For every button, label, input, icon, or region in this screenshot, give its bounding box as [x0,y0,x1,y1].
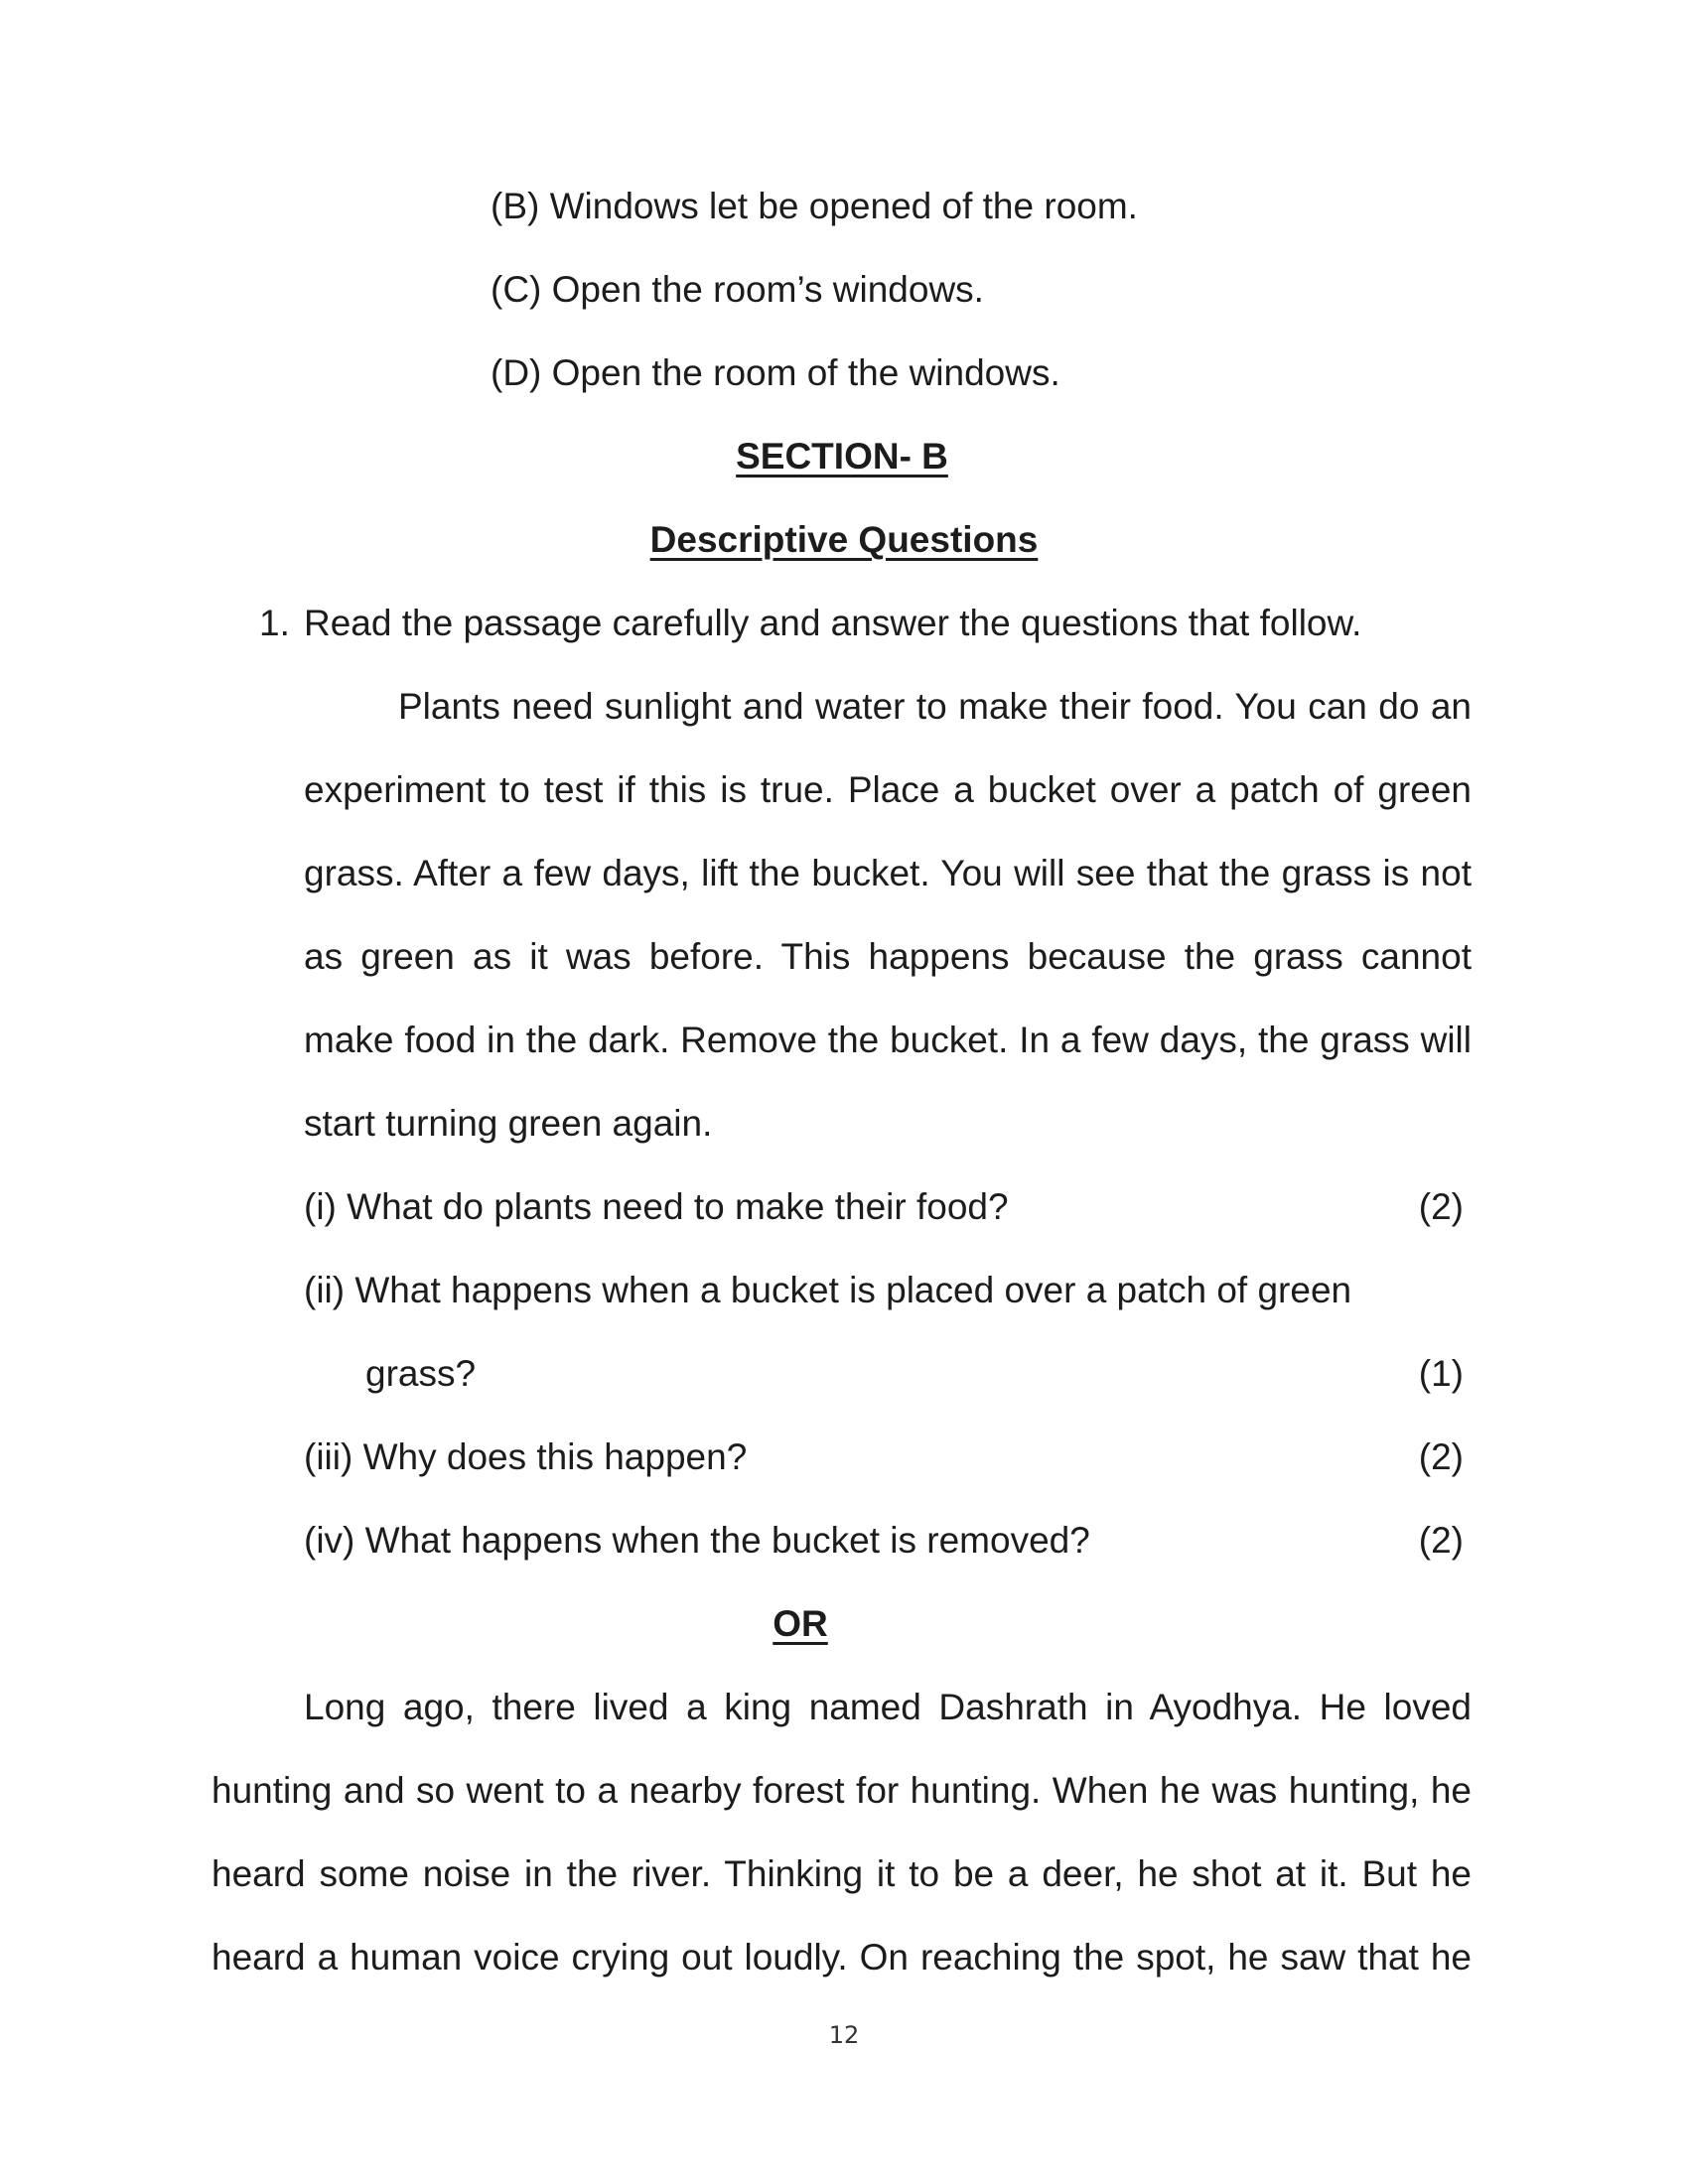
question-instruction: Read the passage carefully and answer the questions that follow. [304,603,1362,643]
passage-line-1: Plants need sunlight and water to make their food. You can do an [398,686,1472,727]
subquestion-3-marks: (2) [1418,1436,1464,1477]
section-title: SECTION- B [736,436,948,477]
passage-line-6: start turning green again. [304,1103,713,1144]
story-line-1: Long ago, there lived a king named Dashrath in Ayodhya. He loved [304,1687,1472,1727]
option-c: (C) Open the room’s windows. [491,269,984,310]
story-line-2: hunting and so went to a nearby forest for hunting. When he was hunting, he [211,1770,1472,1811]
section-subtitle: Descriptive Questions [649,519,1039,560]
question-number: 1. [259,603,290,643]
subquestion-2-marks: (1) [1418,1353,1464,1394]
subquestion-2-cont: grass? [365,1353,477,1394]
subquestion-3: (iii) Why does this happen? [304,1436,748,1477]
story-line-4: heard a human voice crying out loudly. On reaching the spot, he saw that he [211,1937,1472,1978]
option-d: (D) Open the room of the windows. [491,352,1060,393]
or-label: OR [773,1603,828,1644]
option-b: (B) Windows let be opened of the room. [491,186,1138,226]
subquestion-4-marks: (2) [1418,1520,1464,1561]
passage-line-4: as green as it was before. This happens because the grass cannot [304,936,1472,977]
page-number: 12 [828,2021,860,2049]
story-line-3: heard some noise in the river. Thinking it to be a deer, he shot at it. But he [211,1853,1472,1894]
subquestion-1-marks: (2) [1418,1186,1464,1227]
subquestion-2: (ii) What happens when a bucket is placed over a patch of green [304,1270,1352,1310]
passage-line-3: grass. After a few days, lift the bucket. You will see that the grass is not [304,853,1472,893]
subquestion-4: (iv) What happens when the bucket is removed? [304,1520,1090,1561]
subquestion-1: (i) What do plants need to make their food? [304,1186,1009,1227]
passage-line-5: make food in the dark. Remove the bucket. In a few days, the grass will [304,1020,1472,1060]
passage-line-2: experiment to test if this is true. Place a bucket over a patch of green [304,769,1472,810]
